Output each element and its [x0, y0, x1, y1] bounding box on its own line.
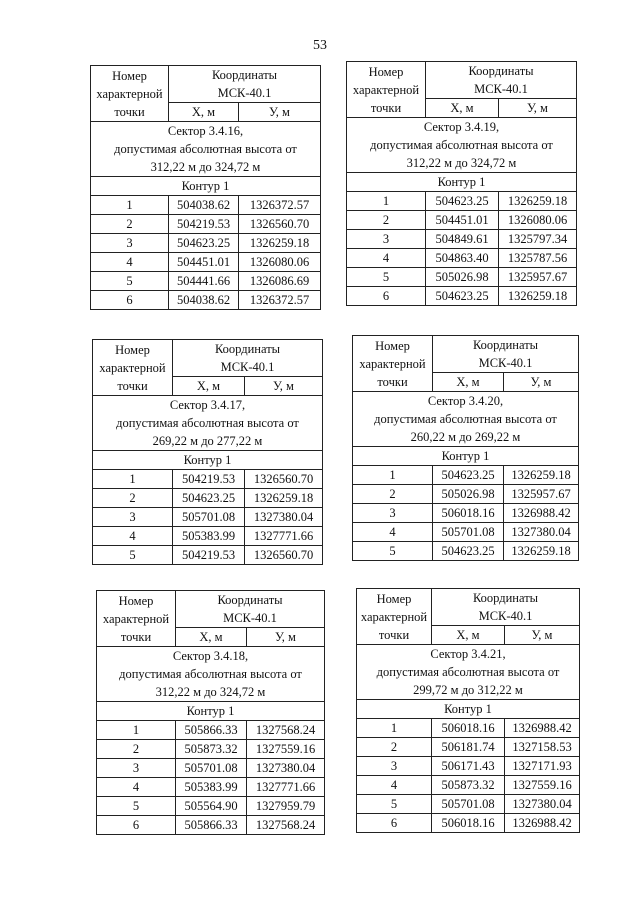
point-number-cell: 5	[357, 795, 432, 814]
y-coordinate-cell: 1327559.16	[505, 776, 580, 795]
x-column-header: Х, м	[173, 377, 245, 396]
coordinates-header: Координаты МСК-40.1	[432, 589, 580, 626]
x-coordinate-cell: 505701.08	[173, 508, 245, 527]
table-row	[91, 291, 321, 310]
coordinate-table-sector-3-4-19	[346, 61, 577, 306]
table-row	[93, 470, 323, 489]
table-row	[93, 546, 323, 565]
y-coordinate-cell: 1325797.34	[499, 230, 577, 249]
y-column-header: У, м	[504, 373, 579, 392]
point-number-cell: 4	[97, 778, 176, 797]
y-coordinate-cell: 1326259.18	[245, 489, 323, 508]
sector-caption: Сектор 3.4.21, допустимая абсолютная высота от 299,72 м до 312,22 м	[357, 645, 580, 700]
point-number-header: Номер характерной точки	[353, 336, 433, 392]
point-number-cell: 6	[357, 814, 432, 833]
x-coordinate-cell: 504038.62	[169, 196, 239, 215]
y-coordinate-cell: 1326560.70	[245, 546, 323, 565]
x-coordinate-cell: 505701.08	[432, 795, 505, 814]
x-coordinate-cell: 506018.16	[432, 814, 505, 833]
point-number-cell: 3	[347, 230, 426, 249]
sector-caption: Сектор 3.4.17, допустимая абсолютная высота от 269,22 м до 277,22 м	[93, 396, 323, 451]
coordinate-table-sector-3-4-21	[356, 588, 580, 833]
table-row	[97, 740, 325, 759]
y-coordinate-cell: 1326259.18	[239, 234, 321, 253]
point-number-cell: 6	[91, 291, 169, 310]
y-coordinate-cell: 1326259.18	[499, 287, 577, 306]
coordinates-header: Координаты МСК-40.1	[173, 340, 323, 377]
x-coordinate-cell: 504441.66	[169, 272, 239, 291]
y-coordinate-cell: 1325957.67	[499, 268, 577, 287]
x-coordinate-cell: 504219.53	[169, 215, 239, 234]
table-row	[97, 797, 325, 816]
point-number-cell: 3	[353, 504, 433, 523]
x-coordinate-cell: 504849.61	[426, 230, 499, 249]
point-number-header: Номер характерной точки	[93, 340, 173, 396]
y-coordinate-cell: 1326560.70	[239, 215, 321, 234]
y-coordinate-cell: 1326080.06	[499, 211, 577, 230]
y-coordinate-cell: 1326259.18	[504, 542, 579, 561]
table-row	[93, 489, 323, 508]
point-number-header: Номер характерной точки	[357, 589, 432, 645]
x-coordinate-cell: 504623.25	[169, 234, 239, 253]
x-coordinate-cell: 504623.25	[426, 287, 499, 306]
x-coordinate-cell: 504219.53	[173, 470, 245, 489]
x-coordinate-cell: 505383.99	[173, 527, 245, 546]
point-number-cell: 5	[97, 797, 176, 816]
sector-caption: Сектор 3.4.18, допустимая абсолютная высота от 312,22 м до 324,72 м	[97, 647, 325, 702]
y-coordinate-cell: 1326372.57	[239, 291, 321, 310]
table-row	[347, 230, 577, 249]
point-number-cell: 1	[347, 192, 426, 211]
x-column-header: Х, м	[432, 626, 505, 645]
y-coordinate-cell: 1327771.66	[245, 527, 323, 546]
table-row	[91, 234, 321, 253]
contour-label: Контур 1	[93, 451, 323, 470]
x-coordinate-cell: 504219.53	[173, 546, 245, 565]
y-coordinate-cell: 1326988.42	[504, 504, 579, 523]
y-column-header: У, м	[505, 626, 580, 645]
y-coordinate-cell: 1326259.18	[499, 192, 577, 211]
y-coordinate-cell: 1327959.79	[247, 797, 325, 816]
y-coordinate-cell: 1326086.69	[239, 272, 321, 291]
point-number-cell: 4	[91, 253, 169, 272]
table-row	[91, 253, 321, 272]
y-coordinate-cell: 1327568.24	[247, 721, 325, 740]
table-row	[347, 268, 577, 287]
point-number-cell: 1	[97, 721, 176, 740]
table-row	[97, 759, 325, 778]
y-coordinate-cell: 1326080.06	[239, 253, 321, 272]
y-column-header: У, м	[499, 99, 577, 118]
point-number-cell: 3	[357, 757, 432, 776]
point-number-header: Номер характерной точки	[91, 66, 169, 122]
y-coordinate-cell: 1325787.56	[499, 249, 577, 268]
table-row	[97, 778, 325, 797]
y-coordinate-cell: 1326259.18	[504, 466, 579, 485]
point-number-cell: 1	[93, 470, 173, 489]
point-number-cell: 2	[97, 740, 176, 759]
table-row	[347, 287, 577, 306]
point-number-cell: 3	[91, 234, 169, 253]
point-number-cell: 5	[347, 268, 426, 287]
table-row	[357, 738, 580, 757]
contour-label: Контур 1	[353, 447, 579, 466]
table-row	[353, 523, 579, 542]
sector-caption: Сектор 3.4.16, допустимая абсолютная высота от 312,22 м до 324,72 м	[91, 122, 321, 177]
contour-label: Контур 1	[357, 700, 580, 719]
y-coordinate-cell: 1327380.04	[505, 795, 580, 814]
point-number-cell: 2	[93, 489, 173, 508]
x-column-header: Х, м	[169, 103, 239, 122]
table-row	[353, 466, 579, 485]
table-row	[93, 508, 323, 527]
table-row	[357, 814, 580, 833]
table-row	[353, 504, 579, 523]
table-row	[93, 527, 323, 546]
y-coordinate-cell: 1327171.93	[505, 757, 580, 776]
coordinates-header: Координаты МСК-40.1	[433, 336, 579, 373]
x-coordinate-cell: 506171.43	[432, 757, 505, 776]
point-number-cell: 3	[93, 508, 173, 527]
point-number-cell: 5	[93, 546, 173, 565]
y-coordinate-cell: 1326988.42	[505, 719, 580, 738]
x-coordinate-cell: 505383.99	[176, 778, 247, 797]
coordinate-table-sector-3-4-17	[92, 339, 323, 565]
table-row	[91, 215, 321, 234]
y-coordinate-cell: 1326988.42	[505, 814, 580, 833]
contour-label: Контур 1	[97, 702, 325, 721]
point-number-header: Номер характерной точки	[347, 62, 426, 118]
point-number-cell: 3	[97, 759, 176, 778]
table-row	[353, 542, 579, 561]
table-row	[91, 196, 321, 215]
sector-caption: Сектор 3.4.20, допустимая абсолютная высота от 260,22 м до 269,22 м	[353, 392, 579, 447]
x-coordinate-cell: 506018.16	[433, 504, 504, 523]
coordinate-table-sector-3-4-20	[352, 335, 579, 561]
table-row	[347, 249, 577, 268]
point-number-cell: 2	[347, 211, 426, 230]
x-coordinate-cell: 506181.74	[432, 738, 505, 757]
table-row	[357, 776, 580, 795]
x-coordinate-cell: 504038.62	[169, 291, 239, 310]
x-coordinate-cell: 505873.32	[176, 740, 247, 759]
x-coordinate-cell: 506018.16	[432, 719, 505, 738]
table-row	[91, 272, 321, 291]
y-column-header: У, м	[245, 377, 323, 396]
coordinate-table-sector-3-4-16	[90, 65, 321, 310]
x-coordinate-cell: 505701.08	[433, 523, 504, 542]
point-number-cell: 1	[91, 196, 169, 215]
x-column-header: Х, м	[433, 373, 504, 392]
table-row	[357, 795, 580, 814]
point-number-cell: 6	[97, 816, 176, 835]
y-coordinate-cell: 1327559.16	[247, 740, 325, 759]
point-number-cell: 4	[93, 527, 173, 546]
contour-label: Контур 1	[347, 173, 577, 192]
x-coordinate-cell: 504451.01	[426, 211, 499, 230]
x-coordinate-cell: 505866.33	[176, 721, 247, 740]
table-row	[357, 757, 580, 776]
y-coordinate-cell: 1327380.04	[247, 759, 325, 778]
coordinates-header: Координаты МСК-40.1	[426, 62, 577, 99]
sector-caption: Сектор 3.4.19, допустимая абсолютная высота от 312,22 м до 324,72 м	[347, 118, 577, 173]
y-coordinate-cell: 1327568.24	[247, 816, 325, 835]
point-number-cell: 4	[353, 523, 433, 542]
point-number-cell: 5	[353, 542, 433, 561]
x-coordinate-cell: 505026.98	[433, 485, 504, 504]
x-coordinate-cell: 505873.32	[432, 776, 505, 795]
y-coordinate-cell: 1326372.57	[239, 196, 321, 215]
point-number-cell: 1	[357, 719, 432, 738]
contour-label: Контур 1	[91, 177, 321, 196]
table-row	[97, 721, 325, 740]
x-coordinate-cell: 504623.25	[433, 466, 504, 485]
y-column-header: У, м	[239, 103, 321, 122]
y-coordinate-cell: 1326560.70	[245, 470, 323, 489]
x-column-header: Х, м	[426, 99, 499, 118]
point-number-cell: 1	[353, 466, 433, 485]
point-number-cell: 2	[357, 738, 432, 757]
y-coordinate-cell: 1327380.04	[504, 523, 579, 542]
point-number-cell: 2	[91, 215, 169, 234]
point-number-cell: 6	[347, 287, 426, 306]
x-coordinate-cell: 505026.98	[426, 268, 499, 287]
table-row	[347, 192, 577, 211]
x-coordinate-cell: 505701.08	[176, 759, 247, 778]
y-coordinate-cell: 1327158.53	[505, 738, 580, 757]
table-row	[97, 816, 325, 835]
point-number-cell: 4	[347, 249, 426, 268]
point-number-header: Номер характерной точки	[97, 591, 176, 647]
point-number-cell: 5	[91, 272, 169, 291]
x-coordinate-cell: 504623.25	[173, 489, 245, 508]
coordinates-header: Координаты МСК-40.1	[169, 66, 321, 103]
x-coordinate-cell: 505866.33	[176, 816, 247, 835]
table-row	[347, 211, 577, 230]
coordinate-table-sector-3-4-18	[96, 590, 325, 835]
y-coordinate-cell: 1327380.04	[245, 508, 323, 527]
y-coordinate-cell: 1327771.66	[247, 778, 325, 797]
y-column-header: У, м	[247, 628, 325, 647]
x-coordinate-cell: 504863.40	[426, 249, 499, 268]
x-coordinate-cell: 504451.01	[169, 253, 239, 272]
table-row	[353, 485, 579, 504]
table-row	[357, 719, 580, 738]
page-number: 53	[313, 38, 327, 53]
coordinates-header: Координаты МСК-40.1	[176, 591, 325, 628]
point-number-cell: 4	[357, 776, 432, 795]
x-coordinate-cell: 504623.25	[426, 192, 499, 211]
y-coordinate-cell: 1325957.67	[504, 485, 579, 504]
point-number-cell: 2	[353, 485, 433, 504]
x-coordinate-cell: 504623.25	[433, 542, 504, 561]
x-coordinate-cell: 505564.90	[176, 797, 247, 816]
x-column-header: Х, м	[176, 628, 247, 647]
